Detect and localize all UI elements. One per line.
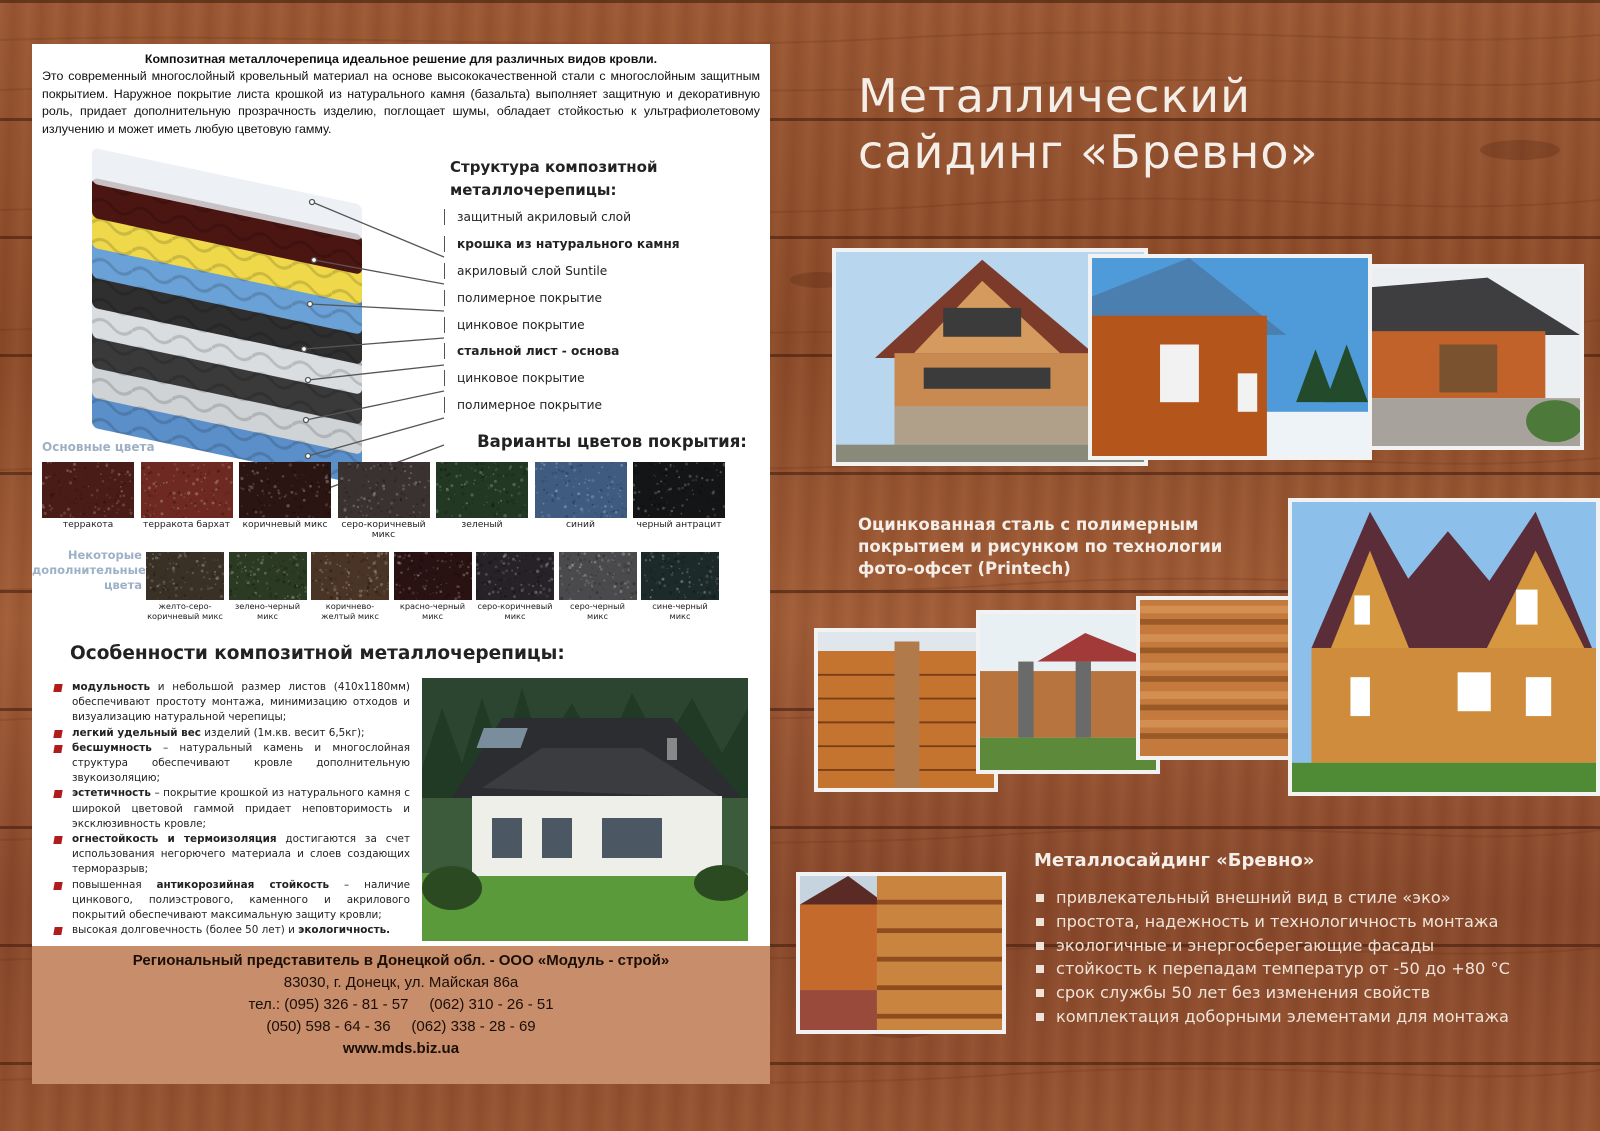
color-swatch: [311, 552, 389, 621]
swatch-name: красно-черный микс: [399, 601, 466, 621]
feature-item: [52, 878, 410, 924]
feature-keyword: антикорозийная стойкость: [156, 878, 330, 891]
siding-feature-text: комплектация доборными элементами для монтажа: [1056, 1006, 1509, 1026]
left-page: [32, 44, 770, 1084]
bullet-icon: [1036, 989, 1044, 997]
swatch-tile: [641, 552, 719, 600]
swatch-tile: [559, 552, 637, 600]
layer-item: стальной лист - основа: [444, 338, 764, 365]
layer-item: полимерное покрытие: [444, 284, 764, 311]
bullet-icon: [53, 790, 62, 798]
feature-text: высокая долговечность (более 50 лет) и: [72, 924, 299, 937]
feature-item: [52, 923, 410, 938]
layer-item: защитный акриловый слой: [444, 204, 764, 231]
siding-fence-photo-2: [976, 610, 1160, 774]
swatch-tile: [476, 552, 554, 600]
swatch-tile: [394, 552, 472, 600]
title-line-1: Металлический: [858, 69, 1252, 123]
main-colors-label: Основные цвета: [42, 440, 155, 454]
feature-text: – натуральный камень и многослойная структура обеспечивают кровле дополнительную звукоизоляцию;: [72, 741, 410, 785]
color-swatch: [338, 462, 430, 540]
siding-feature-item: [1034, 888, 1594, 912]
layer-item: акриловый слой Suntile: [444, 258, 764, 285]
bullet-icon: [1036, 965, 1044, 973]
feature-item: [52, 786, 410, 832]
siding-feature-text: привлекательный внешний вид в стиле «эко»: [1056, 888, 1451, 907]
feature-item: [52, 741, 410, 787]
feature-keyword: модульность: [72, 681, 151, 693]
feature-keyword: экологичность.: [298, 924, 391, 937]
swatch-name: серо-коричневый микс: [341, 519, 426, 540]
bullet-icon: [53, 745, 62, 753]
swatch-name: коричневый микс: [242, 519, 328, 530]
house-photo: [422, 678, 748, 941]
feature-keyword: огнестойкость и термоизоляция: [72, 833, 277, 846]
swatch-tile: [633, 462, 725, 518]
feature-text: достигаются за счет использования негорючего материала и слоев создающих терморазрыв;: [72, 833, 410, 876]
color-swatch: [239, 462, 331, 530]
color-swatch: [42, 462, 134, 530]
bullet-icon: [1036, 1013, 1044, 1021]
bullet-icon: [1036, 942, 1044, 950]
feature-keyword: легкий удельный вес: [72, 726, 201, 739]
feature-text: изделий (1м.кв. весит 6,5кг);: [200, 726, 365, 739]
siding-house-photo-bottom: [796, 872, 1006, 1034]
structure-title: Структура композитной металлочерепицы:: [450, 158, 658, 199]
siding-feature-item: [1034, 912, 1594, 936]
swatch-tile: [311, 552, 389, 600]
swatch-name: серо-черный микс: [570, 601, 625, 621]
contact-phones-2: (050) 598 - 64 - 36 (062) 338 - 28 - 69: [266, 1018, 536, 1035]
siding-feature-text: срок службы 50 лет без изменения свойств: [1056, 983, 1431, 1003]
color-swatch: [141, 462, 233, 530]
siding-features-list: [1034, 888, 1594, 1031]
layer-item: цинковое покрытие: [444, 365, 764, 392]
swatch-name: зелено-черный микс: [234, 601, 301, 621]
siding-house-photo-2: [1088, 254, 1372, 460]
intro-body: Это современный многослойный кровельный материал на основе высококачественной стали с многослойным защитным покрытием. Наружное покрытие листа крошкой из натурального камня (базальта) выполняет защитную и декоративную роль, придает дополнительную прозрачность изделию, поглощает шумы, обладает стойкостью к ультрафиолетовому излучению и может иметь любую цветовую гамму.: [42, 69, 760, 136]
feature-text: повышенная: [72, 878, 157, 891]
contact-box: [32, 946, 770, 1084]
feature-keyword: эстетичность: [72, 787, 151, 800]
technology-text: Оцинкованная сталь с полимерным покрытием и рисунком по технологии фото-офсет (Printech): [858, 515, 1223, 578]
color-swatch: [436, 462, 528, 530]
color-swatch: [641, 552, 719, 621]
swatch-name: коричнево-желтый микс: [321, 601, 379, 621]
feature-item: [52, 726, 410, 741]
siding-fence-photo-1: [814, 628, 998, 792]
siding-feature-item: [1034, 1007, 1594, 1031]
swatch-name: черный антрацит: [636, 519, 722, 530]
swatch-tile: [535, 462, 627, 518]
swatch-name: желто-серо-коричневый микс: [147, 601, 223, 621]
color-swatch: [535, 462, 627, 530]
bullet-icon: [1036, 918, 1044, 926]
color-swatch: [394, 552, 472, 621]
layer-item: крошка из натурального камня: [444, 231, 764, 258]
extra-color-swatches: [146, 552, 766, 632]
siding-feature-text: экологичные и энергосберегающие фасады: [1056, 935, 1435, 955]
contact-website: www.mds.biz.ua: [342, 1040, 460, 1057]
swatch-tile: [229, 552, 307, 600]
bullet-icon: [53, 684, 62, 692]
siding-feature-item: [1034, 959, 1594, 983]
swatch-name: зеленый: [461, 519, 503, 530]
feature-text: – наличие цинкового, полиэстрового, каменного и акрилового покрытий обеспечивают максимальную защиту кровли;: [72, 878, 410, 922]
features-list: [52, 680, 410, 938]
bullet-icon: [53, 927, 62, 935]
swatch-name: терракота бархат: [143, 519, 230, 530]
variants-title: Варианты цветов покрытия:: [477, 432, 747, 451]
features-title: Особенности композитной металлочерепицы:: [70, 643, 565, 664]
siding-feature-text: стойкость к перепадам температур от -50 до +80 °С: [1056, 959, 1510, 979]
swatch-tile: [146, 552, 224, 600]
swatch-name: синий: [566, 519, 595, 530]
swatch-tile: [338, 462, 430, 518]
color-swatch: [559, 552, 637, 621]
contact-phones-1: тел.: (095) 326 - 81 - 57 (062) 310 - 26 - 51: [248, 996, 554, 1013]
color-swatch: [476, 552, 554, 621]
feature-item: [52, 680, 410, 726]
siding-feature-text: простота, надежность и технологичность монтажа: [1056, 911, 1499, 931]
color-swatch: [146, 552, 224, 621]
contact-address: 83030, г. Донецк, ул. Майская 86а: [283, 974, 519, 991]
feature-text: и небольшой размер листов (410х1180мм) обеспечивают простоту монтажа, минимизацию отходов и визуализацию натуральной черепицы;: [72, 681, 410, 724]
color-swatch: [633, 462, 725, 530]
intro-title: Композитная металлочерепица идеальное решение для различных видов кровли.: [144, 52, 658, 66]
main-color-swatches: [42, 462, 764, 542]
layer-item: полимерное покрытие: [444, 392, 764, 419]
siding-house-photo-3: [1368, 264, 1584, 450]
siding-closeup-photo: [1136, 596, 1300, 760]
bullet-icon: [53, 836, 62, 844]
feature-keyword: бесшумность: [72, 741, 152, 754]
swatch-name: сине-черный микс: [652, 601, 708, 621]
feature-text: – покрытие крошкой из натурального камня с широкой цветовой гаммой придает неповторимость и эксклюзивность кровле;: [72, 787, 410, 830]
swatch-name: терракота: [62, 519, 114, 530]
siding-feature-item: [1034, 936, 1594, 960]
feature-item: [52, 832, 410, 878]
layer-item: цинковое покрытие: [444, 311, 764, 338]
swatch-tile: [436, 462, 528, 518]
title-line-2: сайдинг «Бревно»: [858, 125, 1319, 179]
tile-layers-illustration: [52, 144, 472, 514]
siding-features-title: Металлосайдинг «Бревно»: [1034, 850, 1315, 871]
swatch-tile: [42, 462, 134, 518]
page-title: [858, 68, 1558, 180]
bullet-icon: [53, 730, 62, 738]
bullet-icon: [1036, 894, 1044, 902]
color-swatch: [229, 552, 307, 621]
bullet-icon: [53, 882, 62, 890]
extra-colors-label: Некоторые дополнительные цвета: [32, 548, 146, 592]
layer-list: [444, 204, 764, 418]
swatch-tile: [239, 462, 331, 518]
contact-company: Региональный представитель в Донецкой обл. - ООО «Модуль - строй»: [132, 952, 670, 969]
siding-feature-item: [1034, 983, 1594, 1007]
swatch-tile: [141, 462, 233, 518]
swatch-name: серо-коричневый микс: [477, 601, 553, 621]
siding-house-photo-large: [1288, 498, 1600, 796]
